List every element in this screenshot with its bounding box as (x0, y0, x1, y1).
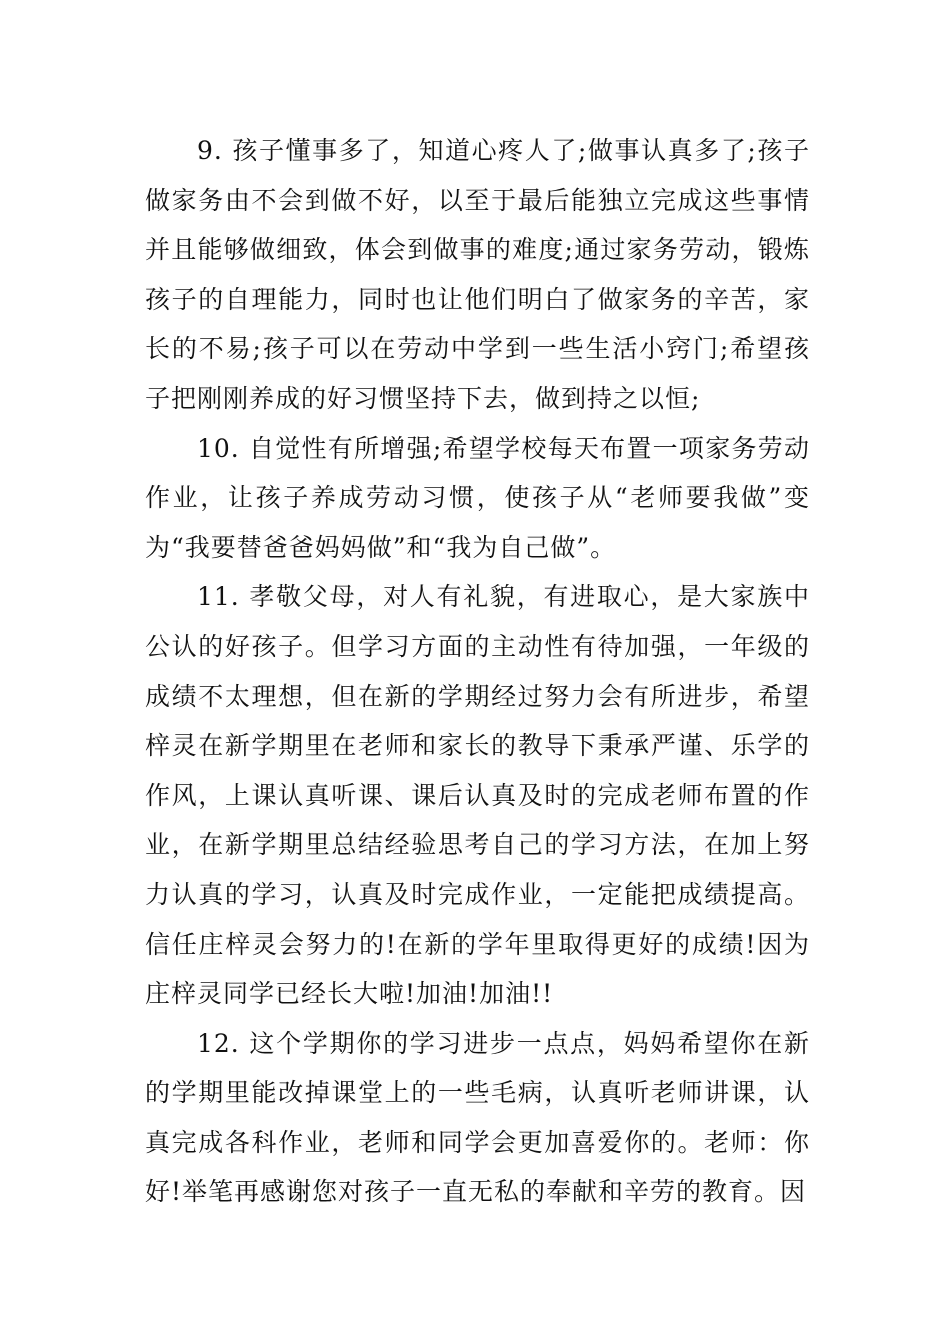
paragraph-12: 12. 这个学期你的学习进步一点点，妈妈希望你在新的学期里能改掉课堂上的一些毛病，认真听老师讲课，认真完成各科作业，老师和同学会更加喜爱你的。老师：你好!举笔再感谢您对孩子一直无私的奉献和辛劳的教育。因 (145, 1028, 810, 1207)
paragraph-10: 10. 自觉性有所增强;希望学校每天布置一项家务劳动作业，让孩子养成劳动习惯，使孩子从“老师要我做”变为“我要替爸爸妈妈做”和“我为自己做”。 (145, 433, 810, 562)
paragraph-11: 11. 孝敬父母，对人有礼貌，有进取心，是大家族中公认的好孩子。但学习方面的主动性有待加强，一年级的成绩不太理想，但在新的学期经过努力会有所进步，希望梓灵在新学期里在老师和家长的教导下秉承严谨、乐学的作风，上课认真听课、课后认真及时的完成老师布置的作业，在新学期里总结经验思考自己的学习方法，在加上努力认真的学习，认真及时完成作业，一定能把成绩提高。信任庄梓灵会努力的!在新的学年里取得更好的成绩!因为庄梓灵同学已经长大啦!加油!加油!! (145, 582, 810, 1009)
document-body (145, 126, 810, 1217)
paragraph-9: 9. 孩子懂事多了，知道心疼人了;做事认真多了;孩子做家务由不会到做不好，以至于最后能独立完成这些事情并且能够做细致，体会到做事的难度;通过家务劳动，锻炼孩子的自理能力，同时也让他们明白了做家务的辛苦，家长的不易;孩子可以在劳动中学到一些生活小窍门;希望孩子把刚刚养成的好习惯坚持下去，做到持之以恒; (145, 136, 810, 413)
